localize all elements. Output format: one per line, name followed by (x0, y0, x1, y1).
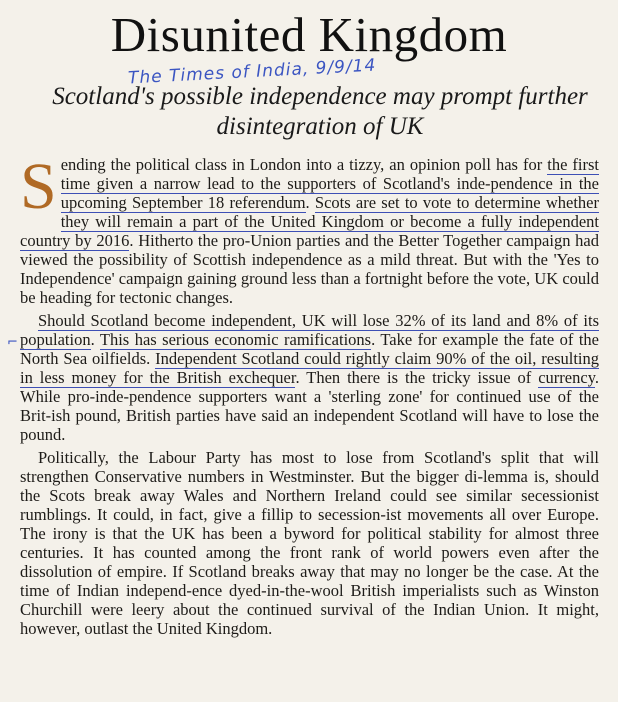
text-run: . While pro-inde-pendence supporters want a 'sterling zone' for continued use of the Brit-ish pound, British parties have said an independent Scotland will have to lose the pound. (20, 368, 599, 444)
text-run: . Take for example the fate of the North Sea oilfields. (20, 330, 599, 368)
underlined-text: currency (538, 368, 595, 387)
text-run: ending the political class in London into a tizzy, an opinion poll has for (60, 155, 548, 174)
text-run: . Hitherto the pro-Union parties and the Better Together campaign had viewed the possibility of Scottish independence as a mild threat. But with the 'Yes to Independence' campaign gaining ground less than a fortnight before the vote, UK could be heading for tectonic changes. (20, 231, 599, 307)
paragraph-2 (20, 311, 599, 444)
pen-mark: ⌐ (7, 335, 18, 350)
text-run: . (90, 330, 100, 349)
headline: Disunited Kingdom (110, 7, 508, 62)
text-run: . Then there is the tricky issue of (295, 368, 539, 387)
drop-cap: S (20, 150, 57, 223)
paragraph-1 (20, 150, 599, 307)
underlined-text: This has serious economic ramifications (99, 330, 372, 349)
underlined-text: Independent Scotland could rightly claim 90% of the oil, resulting in less money for the British exchequer (20, 349, 599, 387)
paragraph-3: Politically, the Labour Party has most to lose from Scotland's split that will strengthen Conservative numbers in Westminster. But the bigger di-lemma is, should the Scots break away Wales and Northern Ireland could see similar secessionist rumblings. It could, in fact, give a fillip to secession-ist movements all over Europe. The irony is that the UK has been a byword for political stability for almost three centuries. It has counted among the front rank of world powers even after the dissolution of empire. If Scotland breaks away that may no longer be the case. At the time of Indian independ-ence dyed-in-the-wool British imperialists such as Winston Churchill were leery about the continued survival of the Indian Union. It might, however, outlast the United Kingdom. (20, 448, 599, 638)
underlined-text: Scots are set to vote to determine whether they will remain a part of the United Kingdom or become a fully independent country by 2016 (20, 193, 599, 250)
underlined-text: Should Scotland become independent, UK will lose 32% of its land and 8% of its population (20, 311, 599, 349)
article-body (20, 150, 599, 642)
handwritten-source-note: The Times of India, 9/9/14 (127, 55, 377, 89)
subheadline: Scotland's possible independence may prompt further disintegration of UK (52, 83, 588, 140)
text-run: . (305, 193, 315, 212)
underlined-text: the first time given a narrow lead to the supporters of Scotland's inde-pendence in the upcoming September 18 referendum (60, 155, 599, 212)
